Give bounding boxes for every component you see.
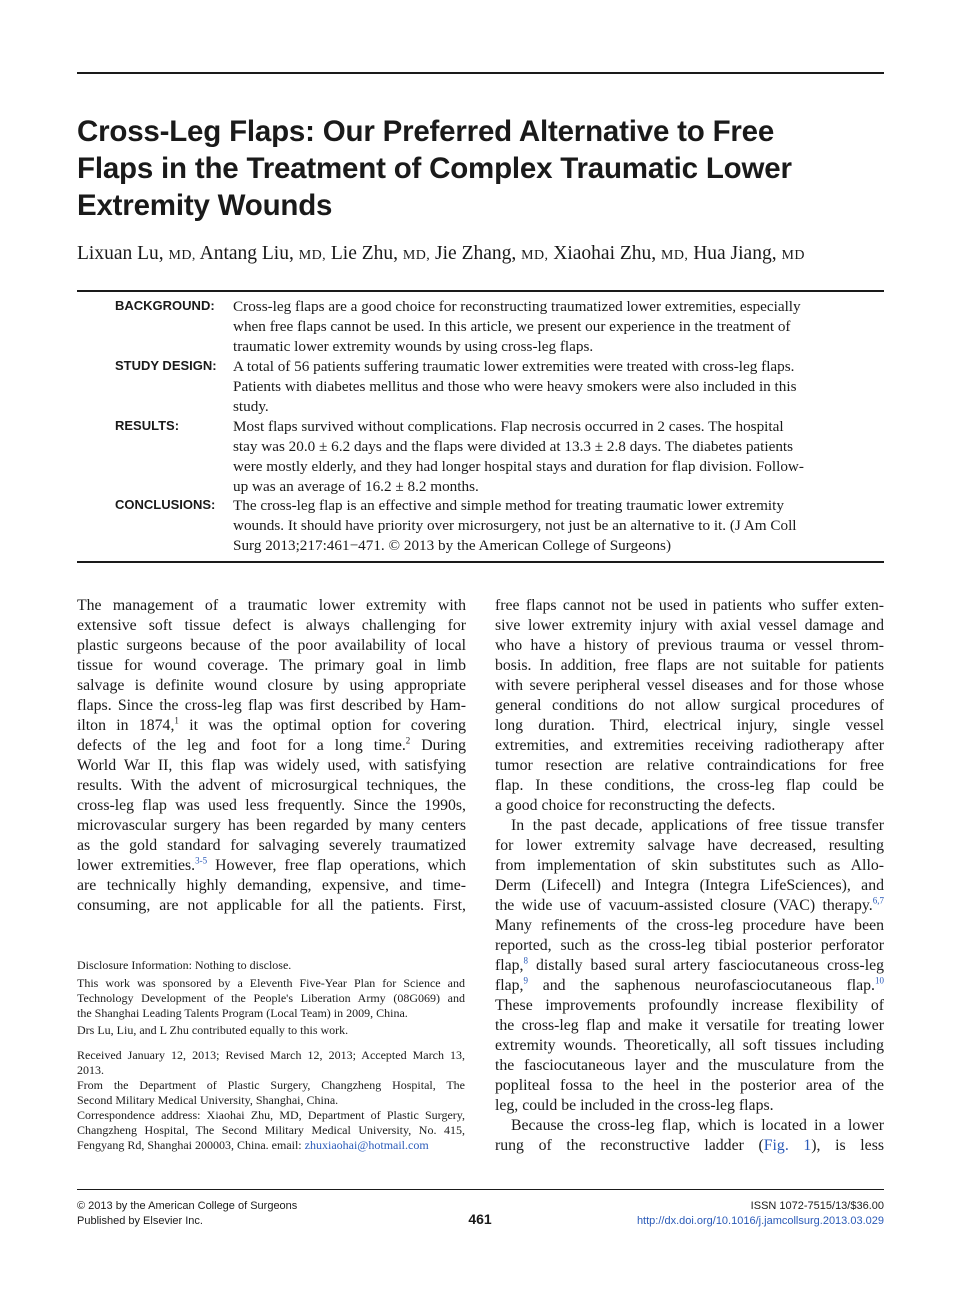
footer-right — [637, 1199, 884, 1229]
body-line — [77, 736, 466, 756]
abstract-text — [233, 417, 833, 497]
body-line: extremity wounds. Theoretically, all soft tissues including — [495, 1037, 884, 1054]
note-line: Disclosure Information: Nothing to disclose. — [77, 958, 292, 972]
title-line: Extremity Wounds — [77, 189, 333, 222]
body-line: as the gold standard for salvaging severely traumatized — [77, 837, 466, 854]
body-line: the cross-leg flap and make it versatile for treating lower — [495, 1017, 884, 1034]
text-run: Fengyang Rd, Shanghai 200003, China. email: — [77, 1138, 305, 1152]
copyright-text: © 2013 by the American College of Surgeons — [77, 1200, 298, 1212]
abstract-line: stay was 20.0 ± 6.2 days and the flaps were divided at 13.3 ± 2.8 days. The diabetes patients — [233, 438, 794, 455]
funding-note — [77, 976, 465, 1021]
note-line: Drs Lu, Liu, and L Zhu contributed equally to this work. — [77, 1023, 349, 1037]
note-line: Received January 12, 2013; Revised March 12, 2013; Accepted March 13, — [77, 1048, 465, 1062]
body-line: These improvements profoundly increase flexibility of — [495, 997, 884, 1014]
note-line: the Shanghai Leading Talents Program (Local Team) in 2009, China. — [77, 1006, 408, 1020]
body-line — [495, 976, 884, 996]
note-line: Second Military Medical University, Shanghai, China. — [77, 1093, 339, 1107]
abstract-line: Patients with diabetes mellitus and those who were heavy smokers were also included in this — [233, 378, 797, 395]
author-name: Xiaohai Zhu, — [553, 243, 657, 264]
abstract-text — [233, 496, 833, 556]
issn-text: ISSN 1072-7515/13/$36.00 — [750, 1200, 884, 1212]
body-line — [77, 856, 466, 876]
footer-rule — [77, 1189, 884, 1190]
body-line: tissue for wound coverage. The primary goal in limb — [77, 657, 466, 674]
citation-ref[interactable]: 6,7 — [872, 895, 884, 906]
publisher-text: Published by Elsevier Inc. — [77, 1215, 203, 1227]
body-line: Because the cross-leg flap, which is located in a lower — [511, 1117, 884, 1134]
text-run: flap, — [495, 977, 524, 994]
text-run: rung of the reconstructive ladder ( — [495, 1137, 764, 1154]
received-note — [77, 1048, 465, 1078]
note-line — [77, 1138, 465, 1153]
body-line: who have a history of previous trauma or vessel throm- — [495, 637, 884, 654]
body-line: free flaps cannot not be used in patients who suffer exten- — [495, 597, 884, 614]
body-line: microvascular surgery has been regarded by many centers — [77, 817, 466, 834]
abstract-label: STUDY DESIGN: — [115, 358, 217, 373]
abstract-label: CONCLUSIONS: — [115, 497, 216, 512]
page-number: 461 — [468, 1211, 492, 1227]
text-run: and the saphenous neurofasciocutaneous flap. — [528, 977, 875, 994]
doi-link[interactable]: http://dx.doi.org/10.1016/j.jamcollsurg.2013.03.029 — [636, 1215, 884, 1227]
author-list — [77, 243, 805, 265]
author-degree: MD, — [521, 248, 549, 263]
body-line: a good choice for reconstructing the defects. — [495, 797, 776, 814]
abstract-line: were mostly elderly, and they had longer hospital stays and duration for flap division. Follow- — [233, 458, 804, 475]
top-rule — [77, 72, 884, 74]
citation-ref[interactable]: 3-5 — [195, 855, 208, 866]
text-run: distally based sural artery fasciocutaneous cross-leg — [528, 957, 884, 974]
title-line: Flaps in the Treatment of Complex Traumatic Lower — [77, 152, 792, 185]
text-run: flap, — [495, 957, 524, 974]
body-line: from implementation of skin substitutes such as Allo- — [495, 857, 884, 874]
body-line: plastic surgeons because of the poor availability of local — [77, 637, 466, 654]
abstract-top-rule — [77, 290, 884, 292]
abstract-line: Cross-leg flaps are a good choice for reconstructing traumatized lower extremities, especially — [233, 298, 801, 315]
abstract-bottom-rule — [77, 561, 884, 563]
citation-ref: 2 — [405, 735, 411, 746]
body-line: consuming, are not applicable for all the patients. First, — [77, 897, 466, 914]
body-line — [77, 716, 466, 736]
body-line: extensive soft tissue defect is always challenging for — [77, 617, 466, 634]
citation-ref: 1 — [174, 715, 179, 726]
body-line — [495, 1136, 884, 1156]
body-line: with severe peripheral vessel diseases and for those whose — [495, 677, 884, 694]
abstract-line: wounds. It should have priority over microsurgery, not just be an alternative to it. (J Am Coll — [233, 517, 797, 534]
body-line — [495, 896, 884, 916]
abstract-line: traumatic lower extremity wounds by using cross-leg flaps. — [233, 338, 594, 355]
note-line: This work was sponsored by a Eleventh Five-Year Plan for Science and — [77, 976, 465, 990]
abstract-line: A total of 56 patients suffering traumatic lower extremities were treated with cross-leg flaps. — [233, 358, 795, 375]
correspondence-note — [77, 1108, 465, 1153]
body-line: bosis. In addition, free flaps are not suitable for patients — [495, 657, 884, 674]
body-column-left — [77, 596, 466, 916]
citation-ref[interactable]: 8 — [523, 955, 529, 966]
abstract-line: Surg 2013;217:461−471. © 2013 by the American College of Surgeons) — [233, 537, 672, 554]
body-line: Many refinements of the cross-leg procedure have been — [495, 917, 884, 934]
author-name: Lie Zhu, — [330, 243, 399, 264]
body-line: results. With the advent of microsurgical techniques, the — [77, 777, 466, 794]
abstract-line: up was an average of 16.2 ± 8.2 months. — [233, 478, 479, 495]
author-degree: MD — [781, 248, 805, 263]
body-line: tumor resection are relative contraindications for free — [495, 757, 884, 774]
citation-ref[interactable]: 9 — [523, 975, 529, 986]
body-line: leg, could be included in the cross-leg flaps. — [495, 1097, 774, 1114]
note-line: Technology Development of the People's Liberation Army (08G069) and — [77, 991, 465, 1005]
author-name: Jie Zhang, — [435, 243, 517, 264]
author-name: Antang Liu, — [199, 243, 294, 264]
equal-contribution-note — [77, 1023, 465, 1038]
body-line: Derm (Lifecell) and Integra (Integra LifeSciences), and — [495, 877, 884, 894]
note-line: 2013. — [77, 1063, 104, 1077]
text-run: However, free flap operations, which — [207, 857, 466, 874]
body-line: general conditions do not allow surgical procedures of — [495, 697, 884, 714]
body-line: flap. In these conditions, the cross-leg flap could be — [495, 777, 884, 794]
abstract-label: BACKGROUND: — [115, 298, 215, 313]
text-run: the wide use of vacuum-assisted closure (VAC) therapy. — [495, 897, 873, 914]
article-title — [77, 113, 884, 224]
abstract-line: The cross-leg flap is an effective and simple method for treating traumatic lower extremity — [233, 497, 784, 514]
author-name: Lixuan Lu, — [77, 243, 164, 264]
abstract-text — [233, 297, 833, 357]
body-line: The management of a traumatic lower extremity with — [77, 597, 466, 614]
abstract-line: when free flaps cannot be used. In this article, we present our experience in the treatment of — [233, 318, 791, 335]
author-degree: MD, — [661, 248, 689, 263]
abstract-label: RESULTS: — [115, 418, 180, 433]
text-run: ilton in 1874, — [77, 717, 175, 734]
abstract-line: study. — [233, 398, 269, 415]
body-line: flaps. Since the cross-leg flap was first described by Ham- — [77, 697, 466, 714]
body-line: long duration. Third, electrical injury, single vessel — [495, 717, 884, 734]
body-line: In the past decade, applications of free tissue transfer — [511, 817, 884, 834]
body-column-right — [495, 596, 884, 1156]
body-line: World War II, this flap was widely used, with satisfying — [77, 757, 466, 774]
body-line: cross-leg flap was used less frequently. Since the 1990s, — [77, 797, 466, 814]
text-run: it was the optimal option for covering — [178, 717, 466, 734]
citation-ref[interactable]: 10 — [875, 975, 884, 986]
body-line — [495, 956, 884, 976]
body-line: for lower extremity salvage have decreased, resulting — [495, 837, 884, 854]
author-name: Hua Jiang, — [693, 243, 777, 264]
body-line: reported, such as the cross-leg tibial posterior perforator — [495, 937, 884, 954]
abstract-line: Most flaps survived without complications. Flap necrosis occurred in 2 cases. The hospital — [233, 418, 784, 435]
title-line: Cross-Leg Flaps: Our Preferred Alternative to Free — [77, 115, 775, 148]
body-line: are technically highly demanding, expensive, and time- — [77, 877, 466, 894]
author-degree: MD, — [298, 248, 326, 263]
disclosure-note — [77, 958, 465, 973]
email-link[interactable]: zhuxiaohai@hotmail.com — [304, 1138, 429, 1152]
author-degree: MD, — [168, 248, 196, 263]
body-line: sive lower extremity injury with axial vessel damage and — [495, 617, 884, 634]
note-line: From the Department of Plastic Surgery, Changzheng Hospital, The — [77, 1078, 465, 1092]
text-run: During — [410, 737, 466, 754]
figure-link[interactable]: Fig. 1 — [763, 1137, 812, 1154]
author-degree: MD, — [402, 248, 431, 263]
text-run: defects of the leg and foot for a long time. — [77, 737, 406, 754]
text-run: ), is less — [811, 1137, 884, 1154]
note-line: Changzheng Hospital, The Second Military Medical University, No. 415, — [77, 1123, 465, 1137]
abstract-text — [233, 357, 833, 417]
body-line: the fasciocutaneous layer and the musculature from the — [495, 1057, 884, 1074]
body-line: extremities, and extremities receiving radiotherapy after — [495, 737, 884, 754]
affiliation-note — [77, 1078, 465, 1108]
text-run: lower extremities. — [77, 857, 196, 874]
body-line: salvage is definite wound closure by using appropriate — [77, 677, 466, 694]
note-line: Correspondence address: Xiaohai Zhu, MD, Department of Plastic Surgery, — [77, 1108, 465, 1122]
body-line: popliteal fossa to the heel in the posterior area of the — [495, 1077, 884, 1094]
